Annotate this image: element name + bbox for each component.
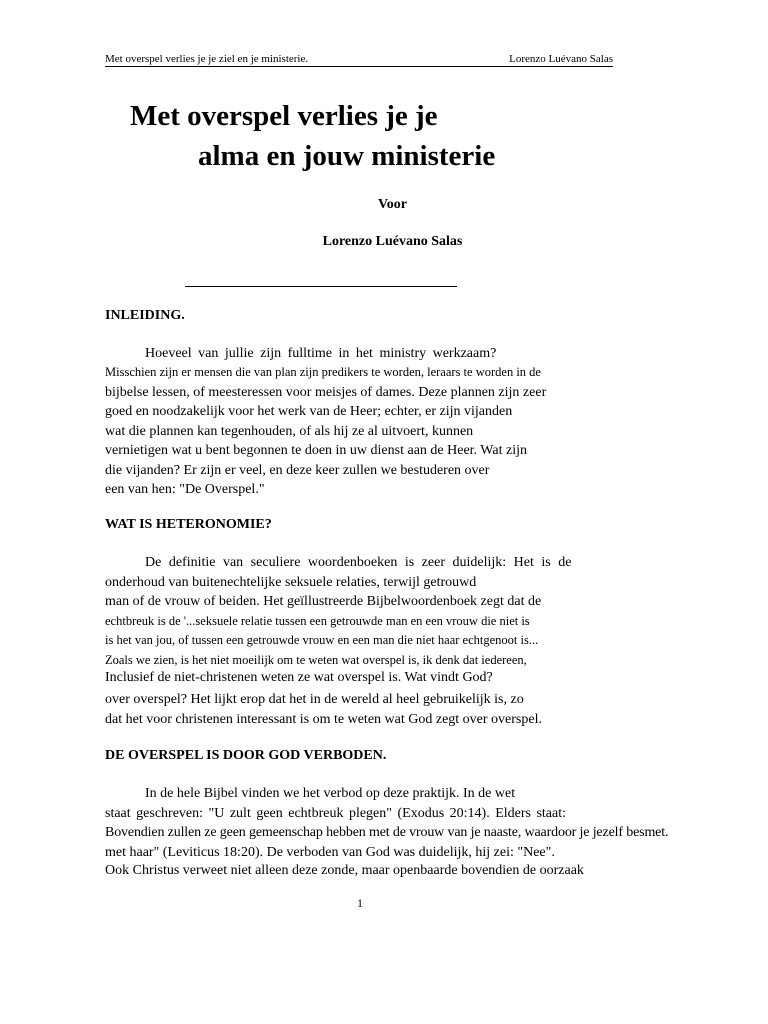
paragraph-line: over overspel? Het lijkt erop dat het in de wereld al heel gebruikelijk is, zo	[105, 692, 524, 707]
paragraph-line: echtbreuk is de '...seksuele relatie tussen een getrouwde man en een vrouw die niet is	[105, 614, 530, 628]
document-title-line-1: Met overspel verlies je je	[130, 100, 438, 132]
paragraph-line: Misschien zijn er mensen die van plan zijn predikers te worden, leraars te worden in de	[105, 365, 541, 379]
running-header-title: Met overspel verlies je je ziel en je ministerie.	[105, 53, 309, 65]
paragraph-line: dat het voor christenen interessant is om te weten wat God zegt over overspel.	[105, 712, 542, 727]
paragraph-line: In de hele Bijbel vinden we het verbod op deze praktijk. In de wet	[145, 786, 516, 801]
document-title-line-2: alma en jouw ministerie	[198, 140, 496, 172]
paragraph-line: Inclusief de niet-christenen weten ze wat overspel is. Wat vindt God?	[105, 670, 493, 685]
paragraph-line: wat die plannen kan tegenhouden, of als hij ze al uitvoert, kunnen	[105, 424, 474, 439]
title-divider	[185, 286, 457, 287]
running-header	[105, 52, 613, 67]
paragraph-line: vernietigen wat u bent begonnen te doen in uw dienst aan de Heer. Wat zijn	[105, 443, 527, 458]
paragraph-line: is het van jou, of tussen een getrouwde vrouw en een man die niet haar echtgenoot is...	[105, 633, 539, 647]
byline-prefix: Voor	[377, 197, 408, 212]
paragraph-line: een van hen: "De Overspel."	[105, 482, 265, 497]
paragraph-line: bijbelse lessen, of meesteressen voor meisjes of dames. Deze plannen zijn zeer	[105, 385, 547, 400]
paragraph-line: die vijanden? Er zijn er veel, en deze keer zullen we bestuderen over	[105, 463, 490, 478]
paragraph-line: De definitie van seculiere woordenboeken is zeer duidelijk: Het is de	[145, 555, 572, 570]
paragraph-line: Zoals we zien, is het niet moeilijk om te weten wat overspel is, ik denk dat iedereen,	[105, 653, 527, 667]
paragraph-line: goed en noodzakelijk voor het werk van de Heer; echter, er zijn vijanden	[105, 404, 513, 419]
paragraph-line: met haar" (Leviticus 18:20). De verboden van God was duidelijk, hij zei: "Nee".	[105, 845, 555, 860]
paragraph-line: Ook Christus verweet niet alleen deze zonde, maar openbaarde bovendien de oorzaak	[105, 863, 584, 878]
paragraph-line: onderhoud van buitenechtelijke seksuele relaties, terwijl getrouwd	[105, 575, 477, 590]
section-heading-forbidden: DE OVERSPEL IS DOOR GOD VERBODEN.	[105, 748, 387, 763]
running-header-author: Lorenzo Luévano Salas	[509, 53, 613, 65]
page-number: 1	[357, 896, 363, 910]
paragraph-line: man of de vrouw of beiden. Het geïllustreerde Bijbelwoordenboek zegt dat de	[105, 594, 542, 609]
paragraph-line: Hoeveel van jullie zijn fulltime in het ministry werkzaam?	[145, 346, 497, 361]
byline-author: Lorenzo Luévano Salas	[322, 234, 463, 249]
section-heading-heteronomy: WAT IS HETERONOMIE?	[105, 517, 272, 532]
paragraph-line: staat geschreven: "U zult geen echtbreuk plegen" (Exodus 20:14). Elders staat:	[105, 806, 567, 821]
section-heading-intro: INLEIDING.	[105, 308, 185, 323]
paragraph-line: Bovendien zullen ze geen gemeenschap hebben met de vrouw van je naaste, waardoor je jezelf besmet.	[105, 825, 669, 840]
